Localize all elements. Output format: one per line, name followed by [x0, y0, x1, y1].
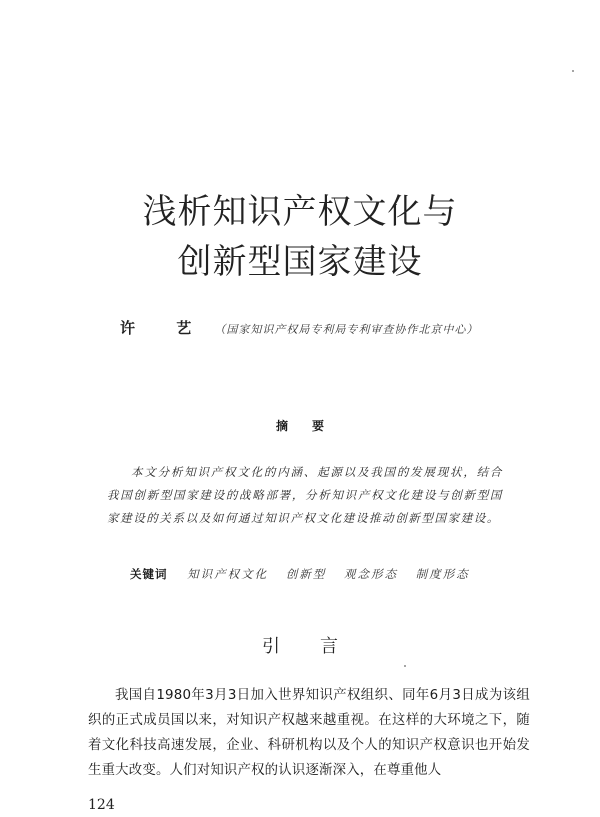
keywords-row: [130, 564, 484, 584]
abstract-text: 本文分析知识产权文化的内涵、起源以及我国的发展现状，结合我国创新型国家建设的战略部署，分析知识产权文化建设与创新型国家建设的关系以及如何通过知识产权文化建设推动创新型国家建设。: [107, 465, 503, 525]
article-title-line-2: 创新型国家建设: [177, 242, 423, 282]
scan-speck: [404, 665, 406, 667]
abstract-heading: 摘要: [275, 419, 348, 433]
keyword-item: 创新型: [285, 567, 327, 581]
article-title-line-1: 浅析知识产权文化与: [142, 192, 458, 232]
body-paragraph: 我国自1980年3月3日加入世界知识产权组织、同年6月3日成为该组织的正式成员国以来，对知识产权越来越重视。在这样的大环境之下，随着文化科技高速发展，企业、科研机构以及个人的知识产权意识也开始发生重大改变。人们对知识产权的认识逐渐深入，在尊重他人: [88, 688, 530, 778]
author-name: 许 艺: [120, 319, 210, 337]
section-heading-introduction: 引言: [262, 636, 378, 657]
page-number: 124: [88, 797, 115, 813]
keyword-item: 观念形态: [343, 567, 398, 581]
keyword-item: 制度形态: [415, 567, 470, 581]
keyword-item: 知识产权文化: [187, 567, 269, 581]
scan-speck: [572, 70, 574, 72]
keywords-label: 关键词: [130, 567, 168, 581]
author-block: [120, 318, 560, 340]
author-affiliation: （国家知识产权局专利局专利审查协作北京中心）: [214, 323, 479, 336]
